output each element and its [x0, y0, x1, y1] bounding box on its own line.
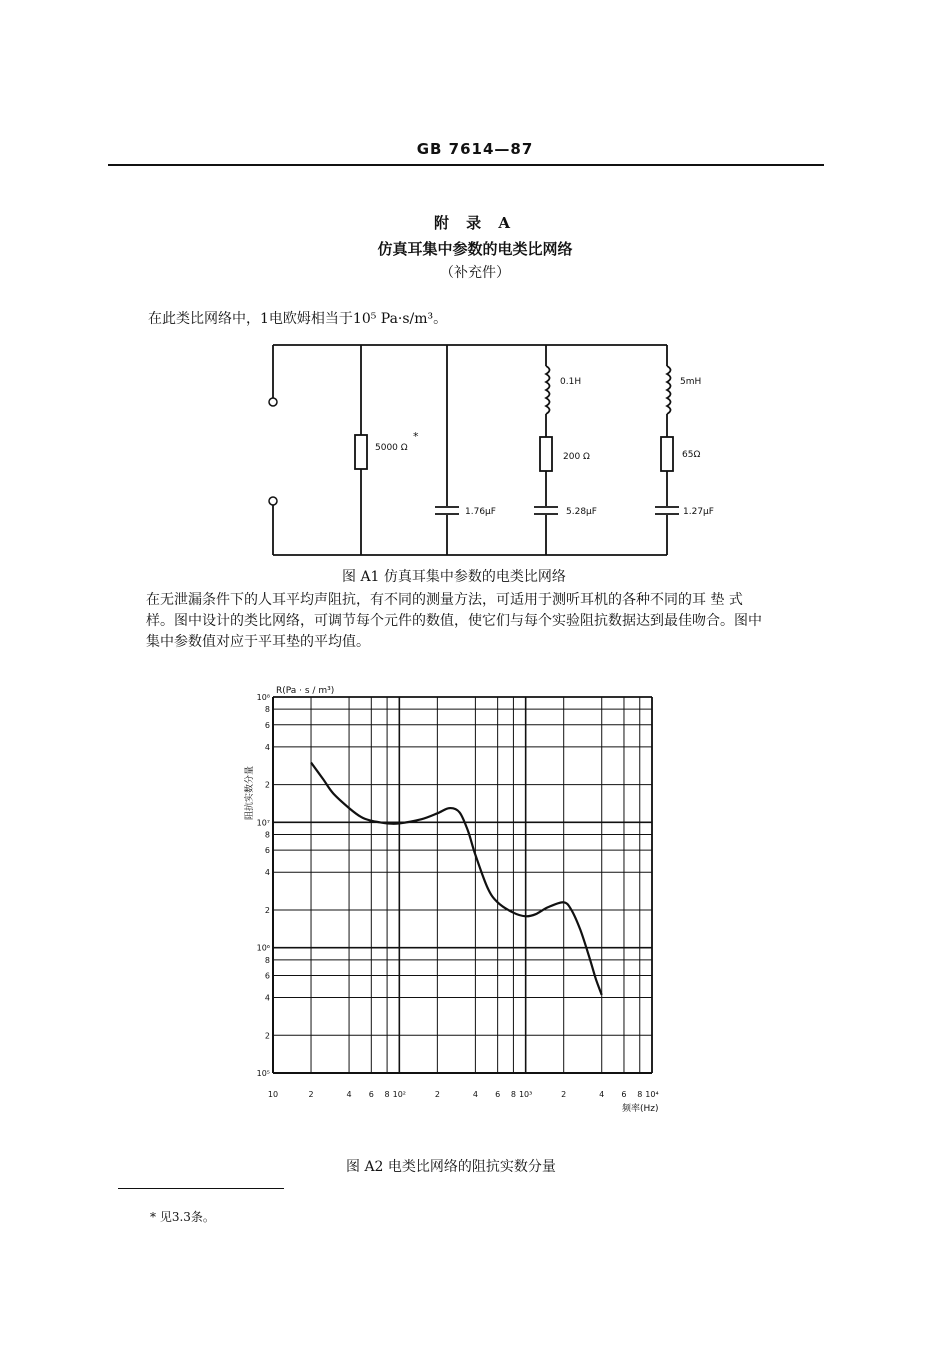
y-unit-label: R(Pa · s / m³): [276, 686, 335, 696]
x-tick-label: 10: [267, 1090, 279, 1099]
label-l2: 0.1H: [560, 377, 582, 387]
intro-text: 在此类比网络中，1电欧姆相当于10⁵ Pa·s/m³。: [148, 311, 448, 327]
standard-code: GB 7614—87: [416, 140, 534, 158]
figure-a2-caption: 图 A2 电类比网络的阻抗实数分量: [346, 1159, 556, 1175]
label-r2: 200 Ω: [563, 452, 590, 462]
x-tick-label: 8: [637, 1090, 643, 1099]
y-tick-label: 2: [264, 780, 270, 790]
appendix-subtitle: 仿真耳集中参数的电类比网络: [377, 240, 573, 258]
y-tick-label: 8: [264, 705, 270, 715]
chart-ticks: [257, 693, 659, 1099]
x-tick-label: 8: [510, 1090, 516, 1099]
label-r3: 65Ω: [682, 450, 701, 460]
x-tick-label: 10⁴: [645, 1090, 659, 1099]
label-c3: 1.27μF: [683, 507, 714, 517]
x-tick-label: 2: [561, 1090, 567, 1099]
figure-a1-caption: 图 A1 仿真耳集中参数的电类比网络: [342, 569, 566, 585]
x-tick-label: 6: [621, 1090, 627, 1099]
label-r1-mark: *: [413, 430, 419, 443]
paragraph-line: 样。图中设计的类比网络，可调节每个元件的数值，使它们与每个实验阻抗数据达到最佳吻合。图中: [146, 613, 762, 629]
paragraph-line: 集中参数值对应于平耳垫的平均值。: [146, 634, 370, 650]
x-tick-label: 6: [368, 1090, 374, 1099]
x-tick-label: 6: [495, 1090, 501, 1099]
x-tick-label: 4: [599, 1090, 605, 1099]
label-c2: 5.28μF: [566, 507, 597, 517]
y-tick-label: 10⁸: [256, 693, 270, 702]
y-tick-label: 6: [264, 846, 270, 856]
x-tick-label: 10³: [518, 1090, 533, 1099]
label-l3: 5mH: [680, 377, 702, 387]
y-tick-label: 10⁵: [256, 1069, 270, 1078]
y-tick-label: 6: [264, 971, 270, 981]
appendix-title: 附 录 A: [433, 214, 517, 232]
label-c1: 1.76μF: [465, 507, 496, 517]
y-tick-label: 10⁷: [256, 818, 270, 828]
x-tick-label: 4: [346, 1090, 352, 1099]
y-tick-label: 4: [264, 868, 270, 878]
x-tick-label: 4: [472, 1090, 478, 1099]
y-tick-label: 2: [264, 1031, 270, 1041]
label-r1: 5000 Ω: [375, 443, 408, 453]
x-tick-label: 2: [308, 1090, 314, 1099]
footnote: * 见3.3条。: [150, 1210, 215, 1224]
y-tick-label: 6: [264, 720, 270, 730]
footnote-rule: [118, 1188, 284, 1189]
appendix-note: （补充件）: [440, 265, 510, 281]
y-tick-label: 8: [264, 830, 270, 840]
y-axis-label: 阻抗实数分量: [245, 765, 255, 821]
x-tick-label: 2: [434, 1090, 440, 1099]
y-tick-label: 8: [264, 955, 270, 965]
y-tick-label: 10⁶: [256, 943, 270, 953]
y-tick-label: 4: [264, 742, 270, 752]
chart-grid: [273, 697, 652, 1073]
x-tick-label: 10²: [392, 1090, 407, 1099]
x-axis-label: 频率(Hz): [622, 1104, 659, 1114]
y-tick-label: 4: [264, 993, 270, 1003]
y-tick-label: 2: [264, 905, 270, 915]
paragraph-line: 在无泄漏条件下的人耳平均声阻抗，有不同的测量方法，可适用于测听耳机的各种不同的耳 垫 式: [146, 592, 743, 608]
x-tick-label: 8: [384, 1090, 390, 1099]
